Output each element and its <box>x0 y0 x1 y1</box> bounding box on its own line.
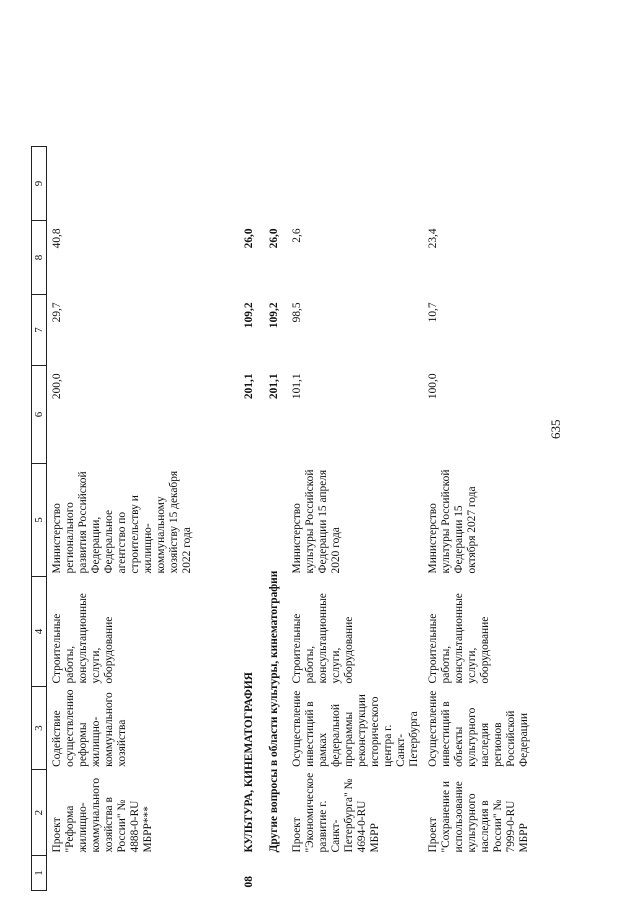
column-header: 8 <box>32 220 47 294</box>
cell-project: Проект "Сохранение и использование культурного наследия в России" № 7999-0-RU МБРР <box>426 781 530 853</box>
cell-amount: 23,4 <box>426 228 439 249</box>
cell-project: Проект "Реформа жилищно-коммунального хозяйства в России" № 4888-0-RU МБРР*** <box>51 777 154 853</box>
section-amount: 201,1 <box>242 373 255 400</box>
cell-executor: Министерство культуры Российской Федерации 15 октября 2027 года <box>426 469 478 574</box>
column-number-row <box>32 146 47 890</box>
cell-amount: 98,5 <box>290 302 303 323</box>
cell-purpose: Содействие осуществлению реформы жилищно-коммунального хозяйства <box>51 689 128 767</box>
column-header: 2 <box>32 770 47 856</box>
cell-amount: 2,6 <box>290 228 303 243</box>
subsection-amount: 26,0 <box>267 228 280 249</box>
table-row <box>47 146 237 890</box>
page-number: 635 <box>548 419 563 439</box>
cell-purpose: Осуществление инвестиций в объекты культурного наследия регионов Российской Федерации <box>426 690 530 767</box>
subsection-amount: 201,1 <box>267 373 280 400</box>
cell-code <box>47 856 237 891</box>
cell-amount: 29,7 <box>51 302 63 323</box>
cell-amount <box>287 146 421 220</box>
cell-works: Строительные работы, консультационные услуги, оборудование <box>290 593 355 684</box>
table-row <box>287 146 421 890</box>
budget-table <box>31 146 531 891</box>
column-header: 5 <box>32 463 47 576</box>
cell-purpose: Осуществление инвестиций в рамках федеральной программы реконструкции исторического центра г. Санкт-Петербурга <box>290 690 420 767</box>
column-header: 6 <box>32 365 47 463</box>
section-amount: 109,2 <box>242 302 255 329</box>
section-title: КУЛЬТУРА, КИНЕМАТОГРАФИЯ <box>242 672 255 853</box>
cell-amount <box>421 146 531 220</box>
cell-works: Строительные работы, консультационные услуги, оборудование <box>426 593 491 684</box>
cell-amount <box>47 146 237 220</box>
column-header: 4 <box>32 576 47 686</box>
cell-amount: 200,0 <box>51 373 63 400</box>
subsection-title: Другие вопросы в области культуры, кинематографии <box>267 570 280 853</box>
cell-amount: 10,7 <box>426 302 439 323</box>
section-code: 08 <box>242 876 255 888</box>
subsection-amount: 109,2 <box>267 302 280 329</box>
column-header: 3 <box>32 686 47 769</box>
cell-amount: 100,0 <box>426 373 439 400</box>
cell-project: Проект "Экономическое развитие г. Санкт-Петербурга" № 4694-0-RU МБРР <box>290 772 381 853</box>
section-row <box>237 146 265 890</box>
column-header: 1 <box>32 856 47 891</box>
column-header: 7 <box>32 294 47 365</box>
table-row <box>421 146 531 890</box>
cell-executor: Министерство культуры Российской Федерации 15 апреля 2020 года <box>290 469 342 574</box>
subsection-row <box>265 146 287 890</box>
cell-executor: Министерство регионального развития Российской Федерации, Федеральное агентство по строительству и жилищно-коммунальному хозяйству 15 декабря 2022 года <box>51 470 193 574</box>
column-header: 9 <box>32 146 47 220</box>
section-amount: 26,0 <box>242 228 255 249</box>
cell-amount: 40,8 <box>51 228 63 249</box>
cell-amount: 101,1 <box>290 373 303 400</box>
cell-works: Строительные работы, консультационные услуги, оборудование <box>51 593 115 684</box>
